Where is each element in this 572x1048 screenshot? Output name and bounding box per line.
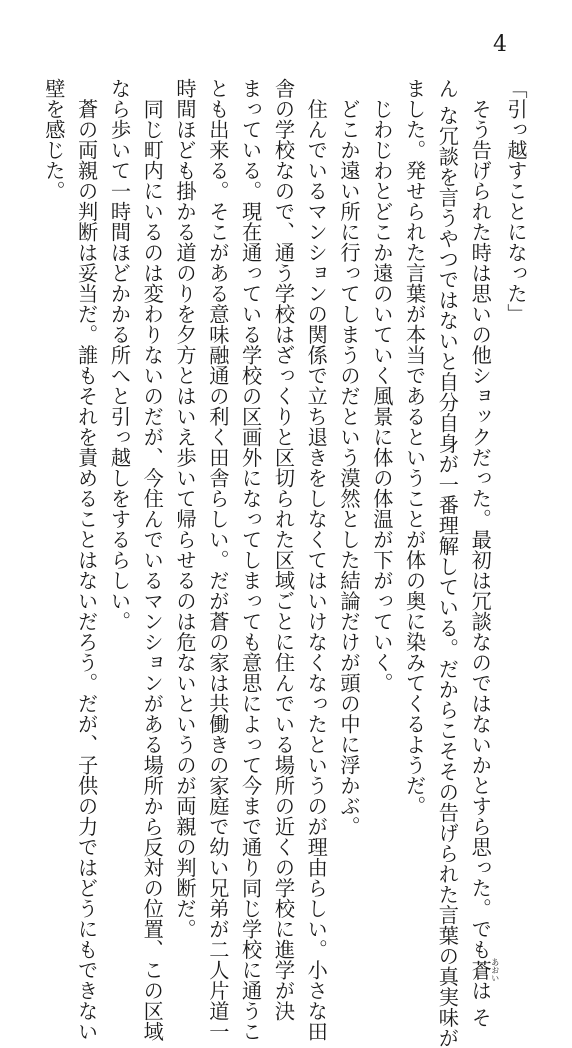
text-line-13: なら歩いて一時間ほどかかる所へと引っ越しをするらしい。 xyxy=(107,78,132,632)
text-line-11: 時間ほども掛かる道のりを夕方とはいえ歩いて帰らせるのは危ないというのが両親の判断だ。 xyxy=(173,78,198,939)
text-line-2 xyxy=(463,78,500,1028)
text-line-1: 「引っ越すことになった」 xyxy=(504,78,528,324)
text-line-6: どこか遠い所に行ってしまうのだという漠然とした結論だけが頭の中に浮かぶ。 xyxy=(337,78,362,837)
text-line-12: 同じ町内にいるのは変わりないのだが、今住んでいるマンションがある場所から反対の位置、この区域 xyxy=(140,78,165,1042)
text-line-8: 舎の学校なので、通う学校はざっくりと区切られた区域ごとに住んでいる場所の近くの学校に進学が決 xyxy=(271,78,296,1021)
text-line-7: 住んでいるマンションの関係で立ち退きをしなくてはいけなくなったというのが理由らしい。小さな田 xyxy=(304,78,329,1042)
novel-text-body xyxy=(41,78,532,1048)
ruby-reading: あおい xyxy=(490,957,500,982)
text-line-15: 壁を感じた。 xyxy=(41,78,66,201)
ruby-base: 蒼 xyxy=(468,957,493,982)
page-number: 4 xyxy=(493,32,507,57)
text-line-9: まっている。現在通っている学校の区画外になってしまっても意思によって今まで通り同じ学校に通うこ xyxy=(238,78,263,1042)
text-line-3: ん な冗談を言うやつではないと自分自身が一番理解している。だからこそその告げられた言葉の真実味が xyxy=(435,78,460,1048)
text-line-5: じわじわとどこか遠のいていく風景に体の体温が下がっていく。 xyxy=(369,78,394,693)
text-line-10: とも出来る。そこがある意味融通の利く田舎らしい。だが蒼の家は共働きの家庭で幼い兄弟が二人片道一 xyxy=(205,78,230,1042)
text-line-2-body: そう告げられた時は思いの他ショックだった。最初は冗談なのではないかとすら思った。でも xyxy=(468,78,493,960)
text-line-2-tail: は そ xyxy=(468,980,493,1028)
text-line-4: ました。発せられた言葉が本当であるということが体の奥に染みてくるようだ。 xyxy=(402,78,427,816)
text-line-14: 蒼の両親の判断は妥当だ。誰もそれを責めることはないだろう。だが、子供の力ではどうにもできない xyxy=(74,78,99,1042)
ruby-name-ao xyxy=(468,957,500,982)
